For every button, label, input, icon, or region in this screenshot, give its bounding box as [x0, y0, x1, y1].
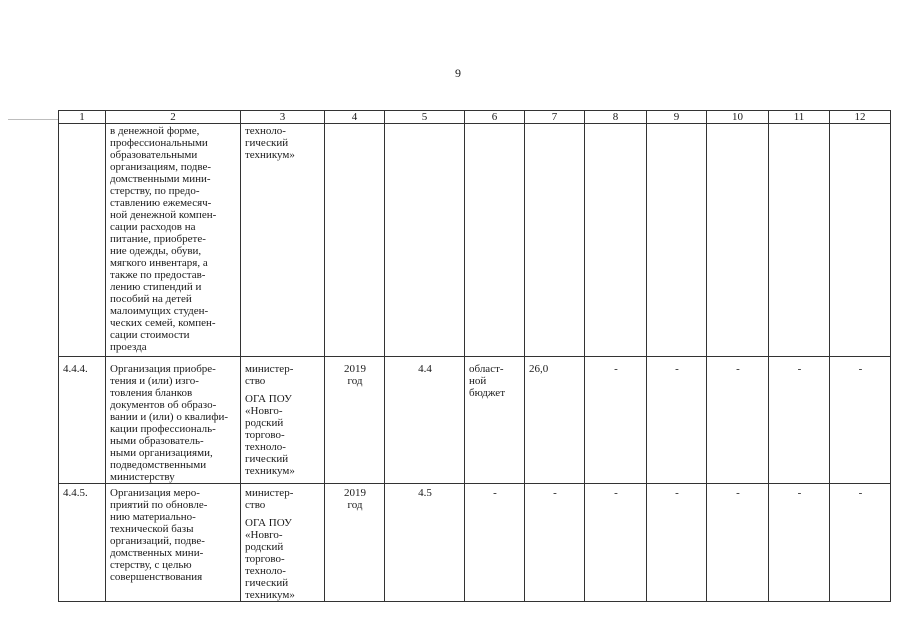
executor-cell — [241, 124, 325, 357]
value-cell: - — [707, 357, 769, 484]
header-cell: 12 — [830, 111, 891, 124]
plan-table — [58, 110, 891, 602]
executor-text: ОГА ПОУ «Новго- родский торгово- техноло- гический техникум» — [245, 517, 295, 601]
year-cell: 2019 год — [325, 484, 385, 602]
page-number: 9 — [455, 66, 461, 80]
value-cell: - — [525, 484, 585, 602]
row-number: 4.4.4. — [59, 357, 106, 484]
table-row — [59, 357, 891, 484]
row-number: 4.4.5. — [59, 484, 106, 602]
value-cell: - — [769, 357, 830, 484]
value-cell: - — [585, 484, 647, 602]
header-cell: 8 — [585, 111, 647, 124]
value-cell: - — [585, 357, 647, 484]
value-cell: 26,0 — [525, 357, 585, 484]
header-row — [59, 111, 891, 124]
executor-text: ОГА ПОУ «Новго- родский торгово- техноло- гический техникум» — [245, 393, 295, 477]
row-number — [59, 124, 106, 357]
header-cell: 11 — [769, 111, 830, 124]
value-cell — [585, 124, 647, 357]
header-cell: 2 — [106, 111, 241, 124]
source-cell: - — [465, 484, 525, 602]
value-cell — [647, 124, 707, 357]
table-row — [59, 484, 891, 602]
target-cell: 4.5 — [385, 484, 465, 602]
header-cell: 1 — [59, 111, 106, 124]
table-row — [59, 124, 891, 357]
header-cell: 3 — [241, 111, 325, 124]
target-cell — [385, 124, 465, 357]
value-cell: - — [830, 484, 891, 602]
header-cell: 4 — [325, 111, 385, 124]
value-cell: - — [647, 484, 707, 602]
source-cell: област- ной бюджет — [465, 357, 525, 484]
activity-name: в денежной форме, профессиональными образовательными организациям, подве- домственными мини- стерству, по предо- ставлению ежемесяч- ной денежной компен- сации расходов на питание, приобрете- ние одежды, обуви, мягкого инвентаря, а также по предостав- лению стипендий и пособий на детей малоимущих студен- ческих семей, компен- сации стоимости проезда — [106, 124, 241, 357]
executor-text: техноло- гический техникум» — [245, 125, 295, 161]
value-cell: - — [769, 484, 830, 602]
header-cell: 5 — [385, 111, 465, 124]
value-cell — [525, 124, 585, 357]
header-cell: 9 — [647, 111, 707, 124]
year-cell — [325, 124, 385, 357]
margin-line — [8, 119, 58, 120]
value-cell: - — [830, 357, 891, 484]
header-cell: 6 — [465, 111, 525, 124]
executor-text: министер- ство — [245, 487, 294, 511]
value-cell — [769, 124, 830, 357]
source-cell — [465, 124, 525, 357]
executor-cell — [241, 484, 325, 602]
target-cell: 4.4 — [385, 357, 465, 484]
executor-text: министер- ство — [245, 363, 294, 387]
header-cell: 7 — [525, 111, 585, 124]
executor-cell — [241, 357, 325, 484]
value-cell: - — [647, 357, 707, 484]
activity-name: Организация приобре- тения и (или) изго- товления бланков документов об образо- вании и (или) о квалифи- кации профессиональ- ными образователь- ными организациями, подведомственными министерству — [106, 357, 241, 484]
value-cell — [830, 124, 891, 357]
header-cell: 10 — [707, 111, 769, 124]
value-cell: - — [707, 484, 769, 602]
activity-name: Организация меро- приятий по обновле- нию материально- технической базы организаций, подве- домственных мини- стерству, с целью совершенствования — [106, 484, 241, 602]
year-cell: 2019 год — [325, 357, 385, 484]
value-cell — [707, 124, 769, 357]
